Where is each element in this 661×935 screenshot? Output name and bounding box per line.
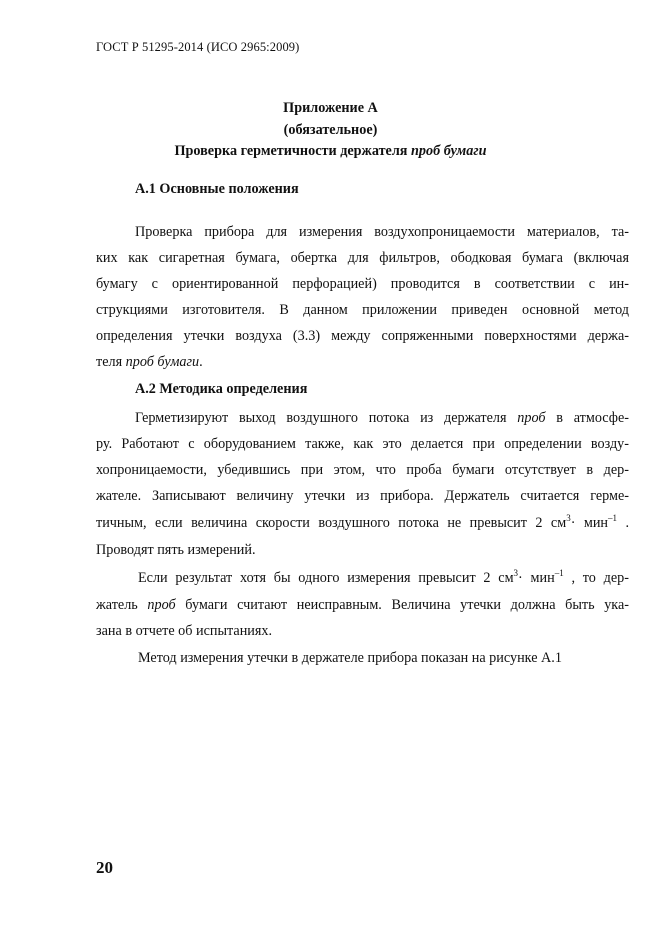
a2-p1-line-6: Проводят пять измерений. — [96, 542, 256, 558]
a2-p2-line-1-end: , то дер- — [563, 570, 629, 586]
a1-line-1: Проверка прибора для измерения воздухопроницаемости материалов, та- — [135, 224, 629, 240]
standard-header: ГОСТ Р 51295-2014 (ИСО 2965:2009) — [96, 40, 300, 54]
a1-line-2: ких как сигаретная бумага, обертка для фильтров, ободковая бумага (включая — [96, 250, 629, 266]
a2-p2-line-1-sup-2: –1 — [554, 568, 564, 578]
a2-p1-line-2: ру. Работают с оборудованием также, как это делается при определении возду- — [96, 436, 629, 452]
appendix-subtitle-text: Проверка герметичности держателя — [174, 143, 412, 159]
a1-line-3: бумагу с ориентированной перфорацией) проводится в соответствии с ин- — [96, 276, 629, 292]
a2-p1-line-5-mid: · мин — [570, 515, 609, 531]
a1-line-6-text: теля — [96, 354, 126, 370]
a1-line-6-italic: проб бумаги — [125, 354, 200, 370]
a2-p2-line-2-italic: проб — [147, 597, 176, 613]
appendix-status: (обязательное) — [283, 122, 378, 138]
a2-p1-line-5-sup-2: –1 — [608, 513, 618, 523]
a2-p2-line-2 — [96, 595, 629, 615]
a2-p2-line-1 — [138, 568, 629, 588]
a2-p2-line-2-end: бумаги считают неисправным. Величина утечки должна быть ука- — [175, 597, 630, 613]
a2-p3-line-1: Метод измерения утечки в держателе прибора показан на рисунке А.1 — [138, 650, 562, 666]
appendix-subtitle-italic: проб бумаги — [411, 143, 487, 159]
a1-line-4: струкциями изготовителя. В данном приложении приведен основной метод — [96, 302, 629, 318]
a2-p1-line-5 — [96, 513, 629, 533]
a2-p2-line-2-text: жатель — [96, 597, 148, 613]
a2-p1-line-1-end: в атмосфе- — [545, 410, 629, 426]
appendix-title: Приложение А — [283, 100, 378, 116]
page-number: 20 — [96, 858, 113, 877]
a1-line-5: определения утечки воздуха (3.3) между сопряженными поверхностями держа- — [96, 328, 629, 344]
section-a2-heading: А.2 Методика определения — [135, 381, 308, 397]
a2-p1-line-3: хопроницаемости, убедившись при этом, что проба бумаги отсутствует в дер- — [96, 462, 629, 478]
section-a1-heading: А.1 Основные положения — [135, 181, 299, 197]
a2-p2-line-1-text: Если результат хотя бы одного измерения превысит 2 см — [138, 570, 514, 586]
a2-p2-line-1-sup-1: 3 — [513, 568, 519, 578]
a2-p2-line-1-mid: · мин — [518, 570, 555, 586]
a2-p1-line-4: жателе. Записывают величину утечки из прибора. Держатель считается герме- — [96, 488, 629, 504]
a2-p1-line-5-text: тичным, если величина скорости воздушного потока не превысит 2 см — [96, 515, 567, 531]
a1-line-6-end: . — [199, 354, 203, 370]
appendix-subtitle — [0, 143, 661, 160]
a2-p2-line-3: зана в отчете об испытаниях. — [96, 623, 273, 639]
a1-line-6 — [96, 352, 629, 372]
a2-p1-line-5-sup-1: 3 — [566, 513, 571, 523]
a2-p1-line-1 — [135, 408, 629, 428]
a2-p1-line-1-italic: проб — [517, 410, 546, 426]
a2-p1-line-1-text: Герметизируют выход воздушного потока из держателя — [135, 410, 518, 426]
a2-p1-line-5-end: . — [617, 515, 630, 531]
